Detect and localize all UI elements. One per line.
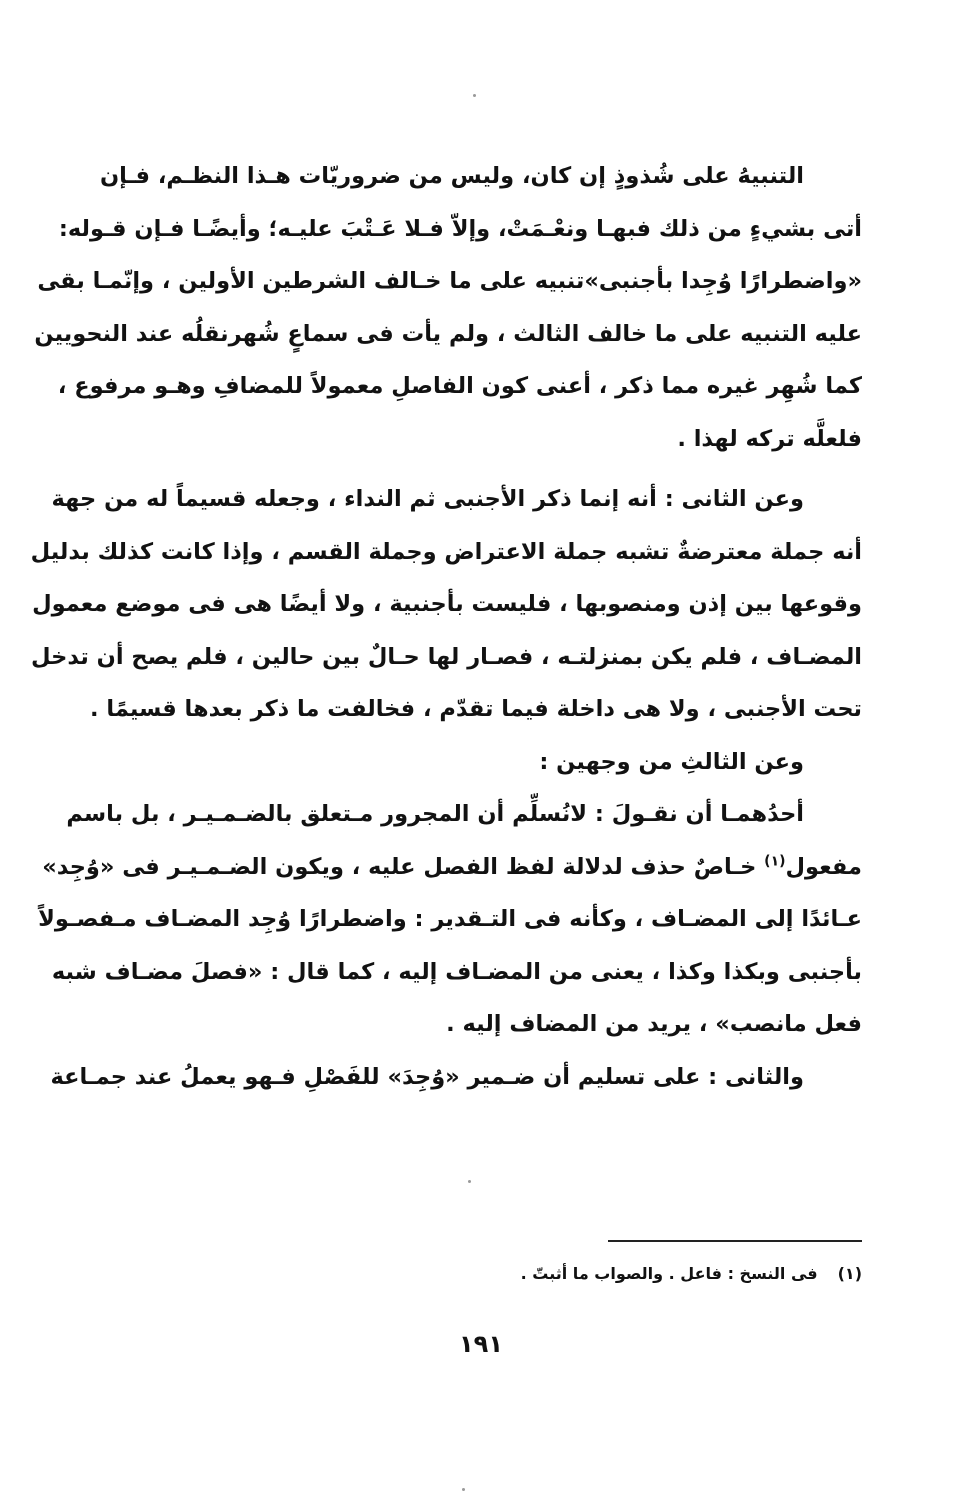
footnote-reference-mark: (١) xyxy=(764,853,786,869)
text-line: وعن الثالثِ من وجهين : xyxy=(539,748,804,775)
text-line: كما شُهِر غيره مما ذكر ، أعنى كون الفاصلِ معمولاً للمضافِ وهـو مرفوع ، xyxy=(57,373,862,399)
text-line: تحت الأجنبى ، ولا هى داخلة فيما تقدّم ، فخالفت ما ذكر بعدها قسيمًا . xyxy=(90,696,862,722)
text-line-continuation: خـاصٌ حذف لدلالة لفظ الفصل عليه ، ويكون الضـمـيـر فى «وُجِد» xyxy=(42,853,757,880)
footnote-separator xyxy=(608,1240,862,1242)
footnote xyxy=(400,1264,862,1283)
scan-speck xyxy=(468,1180,471,1183)
text-line: بأجنبى وبكذا وكذا ، يعنى من المضـاف إليه ، كما قال : «فصلَ مضـاف شبه xyxy=(51,958,862,985)
text-line: وعن الثانى : أنه إنما ذكر الأجنبى ثم النداء ، وجعله قسيماً له من جهة xyxy=(51,486,804,512)
text-line: وقوعها بين إذن ومنصوبها ، فليست بأجنبية ، ولا أيضًا هى فى موضع معمول xyxy=(32,591,862,617)
text-line: والثانى : على تسليم أن ضـمير «وُجِدَ» للفَصْلِ فـهو يعملُ عند جمـاعة xyxy=(50,1063,804,1090)
footnote-number: (١) xyxy=(837,1264,862,1283)
text-line: عليه التنبيه على ما خالف الثالث ، ولم يأت فى سماعٍ شُهرنقلُه عند النحويين xyxy=(34,320,862,347)
scan-speck xyxy=(473,94,476,97)
text-line-with-footnote xyxy=(42,841,862,894)
page-number: ١٩١ xyxy=(459,1330,503,1358)
footnote-anchor-word: مفعول xyxy=(785,853,862,880)
text-line: عـائدًا إلى المضـاف ، وكأنه فى التـقدير : واضطرارًا وُجِد المضـاف مـفصـولاً xyxy=(38,906,862,932)
text-line: فلعلَّه تركه لهذا . xyxy=(677,425,862,452)
scan-speck xyxy=(462,1488,465,1491)
text-line: أتى بشيءٍ من ذلك فبهـا ونعْـمَتْ، وإلاّ فـلا عَـتْبَ عليـه؛ وأيضًـا فـإن قـوله: xyxy=(58,215,862,242)
text-line: «واضطرارًا وُجِدا بأجنبى»تنبيه على ما خـالف الشرطين الأولين ، وإنّمـا بقى xyxy=(37,268,862,294)
text-line: التنبيهُ على شُذوذٍ إن كان، وليس من ضروريّات هـذا النظـم، فـإن xyxy=(99,163,804,189)
text-line: المضـاف ، فلم يكن بمنزلتـه ، فصـار لها حـالٌ بين حالين ، فلم يصح أن تدخل xyxy=(31,643,862,670)
body-text xyxy=(30,150,862,1103)
footnote-text: فى النسخ : فاعل . والصواب ما أثبتّ . xyxy=(520,1264,818,1283)
text-line: أحدُهمـا أن نقـولَ : لانُسلِّم أن المجرور مـتعلق بالضـمـيـر ، بل باسم xyxy=(66,801,804,827)
text-line: فعل مانصب» ، يريد من المضاف إليه . xyxy=(446,1011,862,1037)
text-line: أنه جملة معترضةٌ تشبه جملة الاعتراض وجملة القسم ، وإذا كانت كذلك بدليل xyxy=(30,538,862,565)
